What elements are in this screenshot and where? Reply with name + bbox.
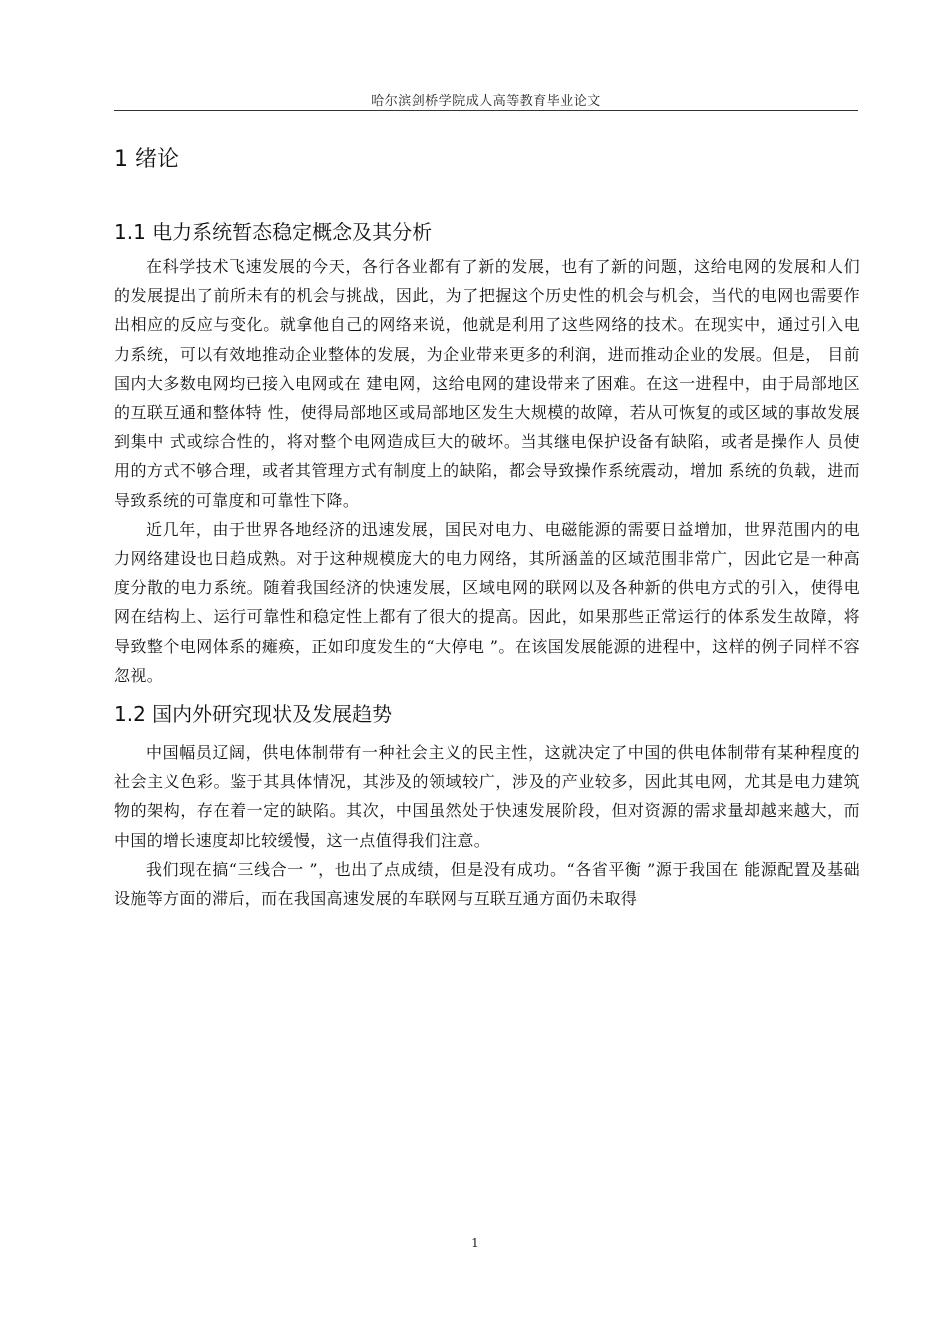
paragraph: 中国幅员辽阔，供电体制带有一种社会主义的民主性，这就决定了中国的供电体制带有某种程度的社会主义色彩。鉴于其具体情况，其涉及的领域较广，涉及的产业较多，因此其电网，尤其是电力建筑物的架构，存在着一定的缺陷。其次，中国虽然处于快速发展阶段，但对资源的需求量却越来越大，而中国的增长速度却比较缓慢，这一点值得我们注意。 [114, 743, 860, 850]
running-header: 哈尔滨剑桥学院成人高等教育毕业论文 [371, 94, 601, 109]
header-rule [114, 110, 858, 111]
page-number: 1 [471, 1236, 479, 1250]
chapter-heading: 1 绪论 [114, 147, 179, 172]
paragraph: 近几年，由于世界各地经济的迅速发展，国民对电力、电磁能源的需要日益增加，世界范围内的电力网络建设也日趋成熟。对于这种规模庞大的电力网络，其所涵盖的区域范围非常广，因此它是一种高度分散的电力系统。随着我国经济的快速发展，区域电网的联网以及各种新的供电方式的引入，使得电网在结构上、运行可靠性和稳定性上都有了很大的提高。因此，如果那些正常运行的体系发生故障，将导致整个电网体系的瘫痪，正如印度发生的“大停电 ”。在该国发展能源的进程中，这样的例子同样不容忽视。 [114, 519, 860, 685]
section-heading-1-1: 1.1 电力系统暂态稳定概念及其分析 [114, 220, 433, 244]
page-body [114, 140, 860, 913]
paragraph: 我们现在搞“三线合一 ”，也出了点成绩，但是没有成功。“各省平衡 ”源于我国在 能源配置及基础设施等方面的滞后，而在我国高速发展的车联网与互联互通方面仍未取得 [114, 859, 860, 909]
paragraph: 在科学技术飞速发展的今天，各行各业都有了新的发展，也有了新的问题，这给电网的发展和人们的发展提出了前所未有的机会与挑战，因此，为了把握这个历史性的机会与机会，当代的电网也需要作出相应的反应与变化。就拿他自己的网络来说，他就是利用了这些网络的技术。在现实中，通过引入电力系统，可以有效地推动企业整体的发展，为企业带来更多的利润，进而推动企业的发展。但是， 目前国内大多数电网均已接入电网或在 建电网，这给电网的建设带来了困难。在这一进程中，由于局部地区的互联互通和整体特 性，使得局部地区或局部地区发生大规模的故障，若从可恢复的或区域的事故发展到集中 式或综合性的，将对整个电网造成巨大的破坏。当其继电保护设备有缺陷，或者是操作人 员使用的方式不够合理，或者其管理方式有制度上的缺陷，都会导致操作系统震动，增加 系统的负载，进而导致系统的可靠度和可靠性下降。 [114, 257, 860, 510]
section-heading-1-2: 1.2 国内外研究现状及发展趋势 [114, 702, 393, 727]
